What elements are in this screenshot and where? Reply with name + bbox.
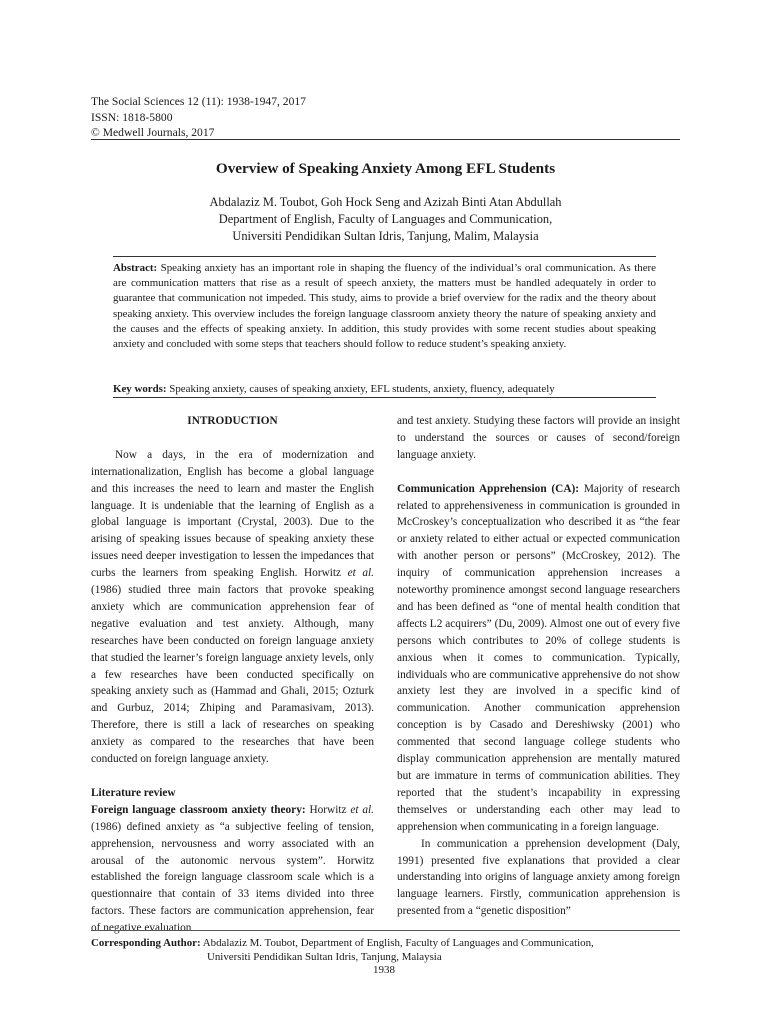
corresponding-author [91,936,594,964]
ca-development-paragraph: In communication a pprehension development (Daly, 1991) presented five explanations that provided a clear understanding into origins of language anxiety among foreign language learners. Firstly, communication apprehension is presented from a “genetic disposition” [397,837,680,918]
keywords-label: Key words: [113,383,167,395]
ca-paragraph: Communication Apprehension (CA): Majority of research related to apprehensiveness in communication is grounded in McCroskey’s conceptualization who described it as “the fear or anxiety related to either actual or expected communication with another person or persons” (McCroskey, 2012). The inquiry of communication apprehension increases a noteworthy prominence amongst second language researchers and has been defined as “one of mental health condition that affects L2 acquirers” (Du, 2009). Almost one out of every five persons which contributes to 20% of college students is anxious when it comes to communication. Typically, individuals who are communicative apprehensive do not show anxiety lest they are involved in a specific kind of communication. Another communication apprehension conception is by Casado and Dereshiwsky (2001) who commented that second language college students who display communication apprehension are mentally matured but are immature in terms of communication abilities. They reported that the student’s incapability in expressing themselves or understanding each other may lead to apprehension when communicating in a foreign language. [397,482,680,833]
header-divider [91,139,680,140]
page-number: 1938 [373,964,395,976]
keywords-text: Speaking anxiety, causes of speaking anxiety, EFL students, anxiety, fluency, adequately [166,383,555,395]
author-block [91,194,680,245]
abstract-label: Abstract: [113,262,158,274]
abstract-bottom-divider [113,397,656,398]
flca-heading: Foreign language classroom anxiety theory: [91,803,306,816]
corresponding-author-line-2: Universiti Pendidikan Sultan Idris, Tanjung, Malaysia [207,951,442,963]
keywords [113,382,656,397]
authors: Abdalaziz M. Toubot, Goh Hock Seng and Azizah Binti Atan Abdullah [209,195,562,209]
corresponding-author-line-1: Abdalaziz M. Toubot, Department of English, Faculty of Languages and Communication, [200,937,594,949]
introduction-paragraph: Now a days, in the era of modernization and internationalization, English has become a global language and this increases the need to learn and master the English language. It is undeniable that the learning of English as a global language is important (Crystal, 2003). Due to the arising of speaking issues because of speaking anxiety these issues need deeper investigation to lessen the impedances that curbs the learners from speaking English. Horwitz et al. (1986) studied three main factors that provoke speaking anxiety which are communication apprehension fear of negative evaluation and test anxiety. Although, many researches have been conducted on foreign language anxiety that studied the learner’s foreign language anxiety levels, only a few researches have been conducted specifically on speaking anxiety such as (Hammad and Ghali, 2015; Ozturk and Gurbuz, 2014; Zhiping and Paramasivam, 2013). Therefore, there is still a lack of researches on speaking anxiety as compared to the researches that have been conducted on foreign language anxiety. [91,448,374,766]
journal-copyright: © Medwell Journals, 2017 [91,126,215,139]
journal-issn: ISSN: 1818-5800 [91,110,173,124]
abstract-text: Speaking anxiety has an important role in shaping the fluency of the individual’s oral communication. As there are communication matters that rise as a result of speech anxiety, the matters must be handled adequately in order to guarantee that communication not impeded. This study, aims to provide a brief overview for the radix and the theory about speaking anxiety. This overview includes the foreign language classroom anxiety theory the nature of speaking anxiety and the causes and the effects of speaking anxiety. In addition, this study provides with some recent studies about speaking anxiety and concluded with some steps that teachers should follow to reduce student’s speaking anxiety. [113,262,656,351]
ca-heading: Communication Apprehension (CA): [397,482,580,495]
right-column [397,413,680,920]
abstract [113,261,656,352]
affiliation-line-2: Universiti Pendidikan Sultan Idris, Tanjung, Malim, Malaysia [232,229,539,243]
corresponding-author-label: Corresponding Author: [91,937,201,949]
flca-paragraph: Foreign language classroom anxiety theory: Horwitz et al. (1986) defined anxiety as “a subjective feeling of tension, apprehension, nervousness and worry associated with an arousal of the autonomic nervous system”. Horwitz established the foreign language classroom scale which is a questionnaire that contain of 33 items divided into three factors. These factors are communication apprehension, fear of negative evaluation [91,803,375,935]
literature-review-heading: Literature review [91,786,176,799]
footer-divider [91,930,680,931]
abstract-top-divider [113,256,656,257]
introduction-heading: INTRODUCTION [187,415,278,427]
left-column [91,413,374,937]
journal-info [91,94,306,141]
affiliation-line-1: Department of English, Faculty of Languages and Communication, [218,212,553,226]
continued-paragraph: and test anxiety. Studying these factors will provide an insight to understand the sources or causes of second/foreign language anxiety. [397,415,680,461]
journal-citation: The Social Sciences 12 (11): 1938-1947, 2017 [91,95,306,108]
article-title: Overview of Speaking Anxiety Among EFL Students [215,160,556,177]
